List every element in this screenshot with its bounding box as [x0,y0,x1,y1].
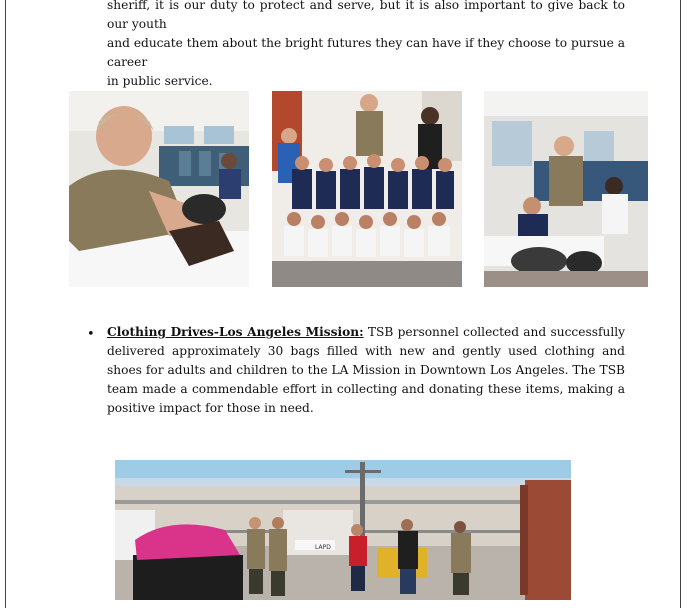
clothing-drive-paragraph [107,323,625,418]
intro-line-3: in public service. [107,74,213,88]
clothing-drive-body: TSB personnel collected and successfully delivered approximately 30 bags filled with new and gently used clothing and shoes for adults and children to the LA Mission in Downtown Los Angeles. The TSB team made a commendable effort in collecting and donating these items, making a positive impact for those in need. [107,325,625,415]
classroom-demo-photo-2 [484,91,648,287]
donation-dropoff-photo [115,460,571,600]
classroom-demo-photo-1 [69,91,249,287]
document-page [5,0,681,608]
group-kids-photo [272,91,462,287]
intro-line-1: sheriff, it is our duty to protect and serve, but it is also important to give back to our youth [107,0,625,31]
intro-paragraph [107,0,625,91]
clothing-drive-heading: Clothing Drives-Los Angeles Mission: [107,325,364,339]
intro-line-2: and educate them about the bright futures they can have if they choose to pursue a career [107,36,625,69]
van-plate: LAPD [315,544,331,551]
bullet-marker: • [87,327,95,342]
